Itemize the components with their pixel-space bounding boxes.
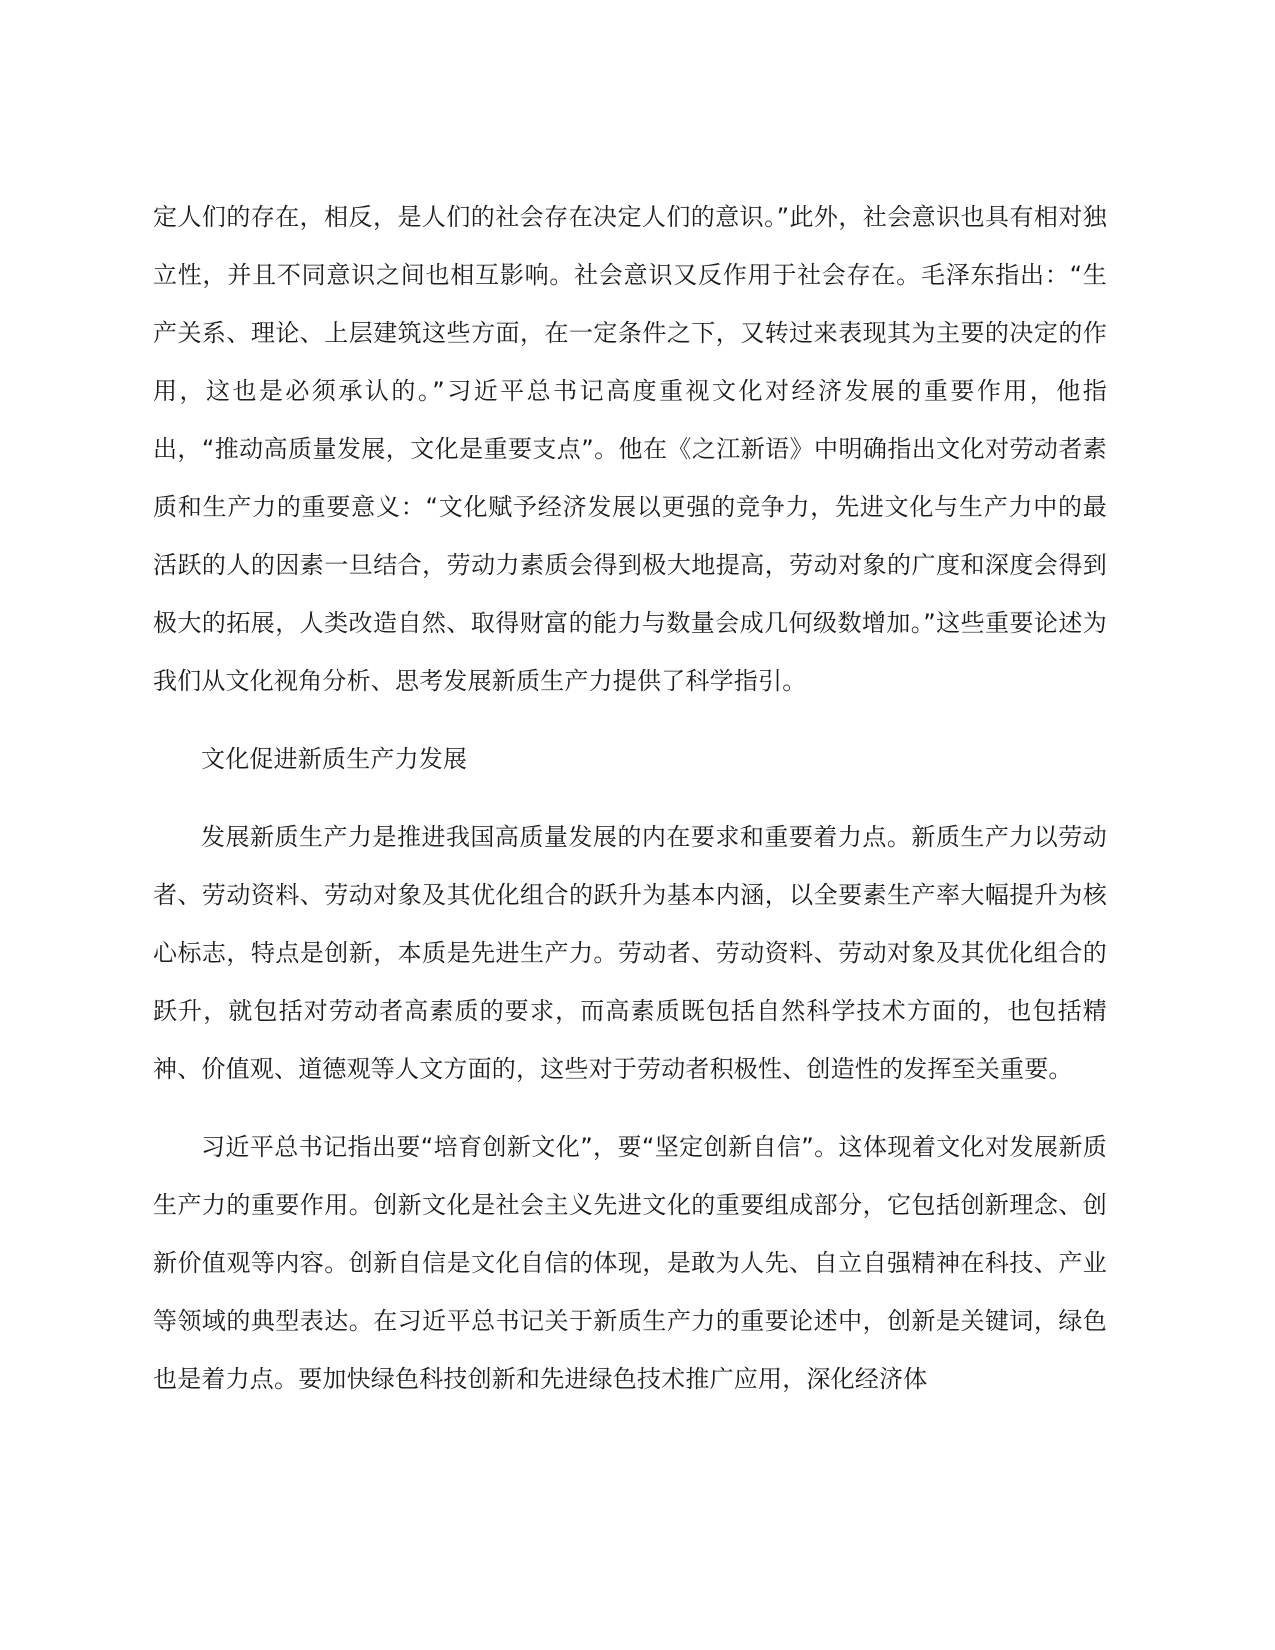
- paragraph-new-productivity: 发展新质生产力是推进我国高质量发展的内在要求和重要着力点。新质生产力以劳动者、劳动资料、劳动对象及其优化组合的跃升为基本内涵，以全要素生产率大幅提升为核心标志，特点是创新，本质是先进生产力。劳动者、劳动资料、劳动对象及其优化组合的跃升，就包括对劳动者高素质的要求，而高素质既包括自然科学技术方面的，也包括精神、价值观、道德观等人文方面的，这些对于劳动者积极性、创造性的发挥至关重要。: [153, 823, 1107, 1083]
- document-body: [153, 188, 1107, 1408]
- paragraph-innovation-culture: 习近平总书记指出要“培育创新文化”，要“坚定创新自信”。这体现着文化对发展新质生产力的重要作用。创新文化是社会主义先进文化的重要组成部分，它包括创新理念、创新价值观等内容。创新自信是文化自信的体现，是敢为人先、自立自强精神在科技、产业等领域的典型表达。在习近平总书记关于新质生产力的重要论述中，创新是关键词，绿色也是着力点。要加快绿色科技创新和先进绿色技术推广应用，深化经济体: [153, 1133, 1107, 1393]
- section-heading: 文化促进新质生产力发展: [201, 745, 468, 773]
- paragraph-continuation: 定人们的存在，相反，是人们的社会存在决定人们的意识。”此外，社会意识也具有相对独立性，并且不同意识之间也相互影响。社会意识又反作用于社会存在。毛泽东指出：“生产关系、理论、上层建筑这些方面，在一定条件之下，又转过来表现其为主要的决定的作用，这也是必须承认的。”习近平总书记高度重视文化对经济发展的重要作用，他指出，“推动高质量发展，文化是重要支点”。他在《之江新语》中明确指出文化对劳动者素质和生产力的重要意义：“文化赋予经济发展以更强的竞争力，先进文化与生产力中的最活跃的人的因素一旦结合，劳动力素质会得到极大地提高，劳动对象的广度和深度会得到极大的拓展，人类改造自然、取得财富的能力与数量会成几何级数增加。”这些重要论述为我们从文化视角分析、思考发展新质生产力提供了科学指引。: [153, 203, 1107, 695]
